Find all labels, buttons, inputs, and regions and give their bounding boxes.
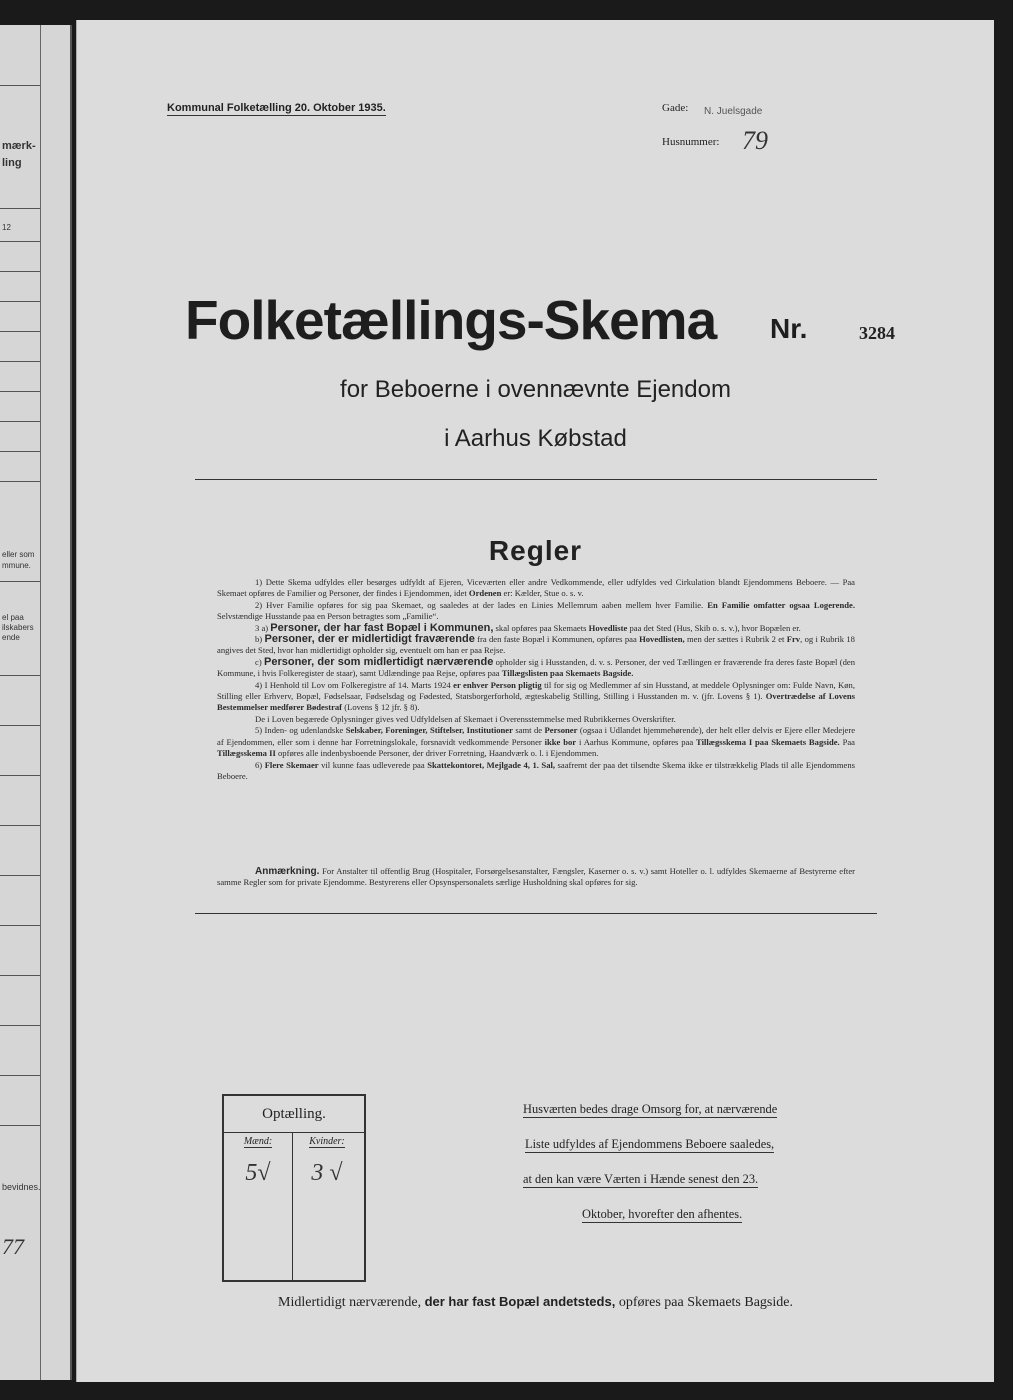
rules-text	[217, 577, 855, 782]
rule-1: 1) Dette Skema udfyldes eller besørges udfyldt af Ejeren, Viceværten eller andre Vedkommende, eller udfyldes ved Cirkulation blandt Ejendommens Beboere. — Paa Skemaet opføres de Familier og Personer, der findes i Ejendommen, idet Ordenen er: Kælder, Stue o. s. v.	[217, 577, 855, 599]
left-page-rule	[0, 85, 40, 86]
maend-label: Mænd:	[243, 1136, 273, 1147]
rule-3b: b) Personer, der er midlertidigt fraværende fra den faste Bopæl i Kommunen, opføres paa Hovedlisten, men der sættes i Rubrik 2 et Frv, og i Rubrik 18 angives det Sted, hvor han midlertidigt opholder sig, eventuelt om han er paa Rejse.	[217, 633, 855, 656]
maend-value: 5√	[245, 1160, 271, 1186]
anmaerkning-heading: Anmærkning.	[255, 866, 320, 877]
form-number-label: Nr.	[770, 313, 808, 344]
husnummer-value: 79	[742, 126, 768, 155]
left-page-rule	[0, 675, 40, 676]
kvinder-value: 3 √	[311, 1160, 343, 1186]
left-page-strip	[0, 25, 72, 1380]
gade-value: N. Juelsgade	[704, 106, 763, 117]
husnummer-label: Husnummer:	[662, 136, 720, 148]
left-page-rule	[0, 241, 40, 242]
left-page-rule	[0, 271, 40, 272]
census-header: Kommunal Folketælling 20. Oktober 1935.	[167, 102, 386, 114]
footer-note: Midlertidigt nærværende, der har fast Bopæl andetsteds, opføres paa Skemaets Bagside.	[278, 1294, 793, 1310]
left-page-rule	[0, 925, 40, 926]
left-page-text: el paa	[2, 613, 24, 622]
rule-3a: 3 a) Personer, der har fast Bopæl i Kommunen, skal opføres paa Skemaets Hovedliste paa det Sted (Hus, Skib o. s. v.), hvor Bopælen er.	[255, 621, 801, 634]
gade-label: Gade:	[662, 102, 689, 114]
left-page-text: ende	[2, 633, 20, 642]
left-page-text: bevidnes.	[2, 1182, 41, 1192]
left-page-text: 77	[2, 1234, 24, 1259]
rule-6: 6) Flere Skemaer vil kunne faas udleverede paa Skattekontoret, Mejlgade 4, 1. Sal, saafremt der paa det tilsendte Skema ikke er tilstrækkelig Plads til alle Ejendommens Beboere.	[217, 759, 855, 781]
left-page-text: ilskabers	[2, 623, 34, 632]
left-page-rule	[0, 361, 40, 362]
notice-line: Oktober, hvorefter den afhentes.	[582, 1207, 743, 1221]
form-number-value: 3284	[859, 323, 895, 343]
left-page-rule	[0, 1125, 40, 1126]
left-page-text: ling	[2, 157, 22, 169]
kvinder-label: Kvinder:	[309, 1136, 345, 1147]
count-box	[222, 1094, 366, 1282]
left-page-vertical-rule	[40, 25, 41, 1380]
form-subtitle: for Beboerne i ovennævnte Ejendom	[340, 376, 731, 403]
left-page-text: eller som	[2, 550, 35, 559]
divider	[195, 913, 877, 914]
rule-4: 4) I Henhold til Lov om Folkeregistre af 14. Marts 1924 er enhver Person pligtig til for sig og Medlemmer af sin Husstand, at meddele Oplysninger om: Fulde Navn, Køn, Stilling eller Erhverv, Bopæl, Fødselsaar, Fødselsdag og Fødested, Statsborgerforhold, ægteskabelig Stilling, Stilling i Husstanden m. v. (jfr. Lovens § 1). Overtrædelse af Lovens Bestemmelser medfører Bødestraf (Lovens § 12 jfr. § 8).	[217, 679, 856, 713]
rule-5: 5) Inden- og udenlandske Selskaber, Foreninger, Stiftelser, Institutioner samt de Personer (ogsaa i Udlandet hjemmehørende), der helt eller delvis er Ejere eller Medejere af Ejendommen, eller som i denne har Forretningslokale, forsnavidt vedkommende Personer ikke bor i Aarhus Kommune, opføres paa Tillægsskema I paa Skemaets Bagside. Paa Tillægsskema II opføres alle indenbysboende Personer, der driver Forretning, Haandværk o. l. i Ejendommen.	[217, 725, 856, 759]
left-page-rule	[0, 451, 40, 452]
form-title: Folketællings-Skema	[185, 289, 717, 351]
left-page-text: mmune.	[2, 561, 31, 570]
left-page-text: mærk-	[2, 140, 36, 152]
rule-3c: c) Personer, der som midlertidigt nærværende opholder sig i Husstanden, d. v. s. Personer, der ved Tællingen er fraværende fra deres faste Bopæl (den Kommune, i hvis Folkeregister de staar), samt Udlændinge paa Rejse, opføres paa Tillægslisten paa Skemaets Bagside.	[217, 655, 855, 679]
left-page-rule	[0, 1075, 40, 1076]
left-page-rule	[0, 421, 40, 422]
left-page-rule	[0, 301, 40, 302]
left-page-rule	[0, 481, 40, 482]
left-page-rule	[0, 581, 40, 582]
left-page-rule	[0, 391, 40, 392]
notice-line: at den kan være Værten i Hænde senest den 23.	[523, 1172, 759, 1186]
left-page-rule	[0, 875, 40, 876]
census-form-page	[76, 20, 994, 1382]
left-page-rule	[0, 975, 40, 976]
left-page-rule	[0, 825, 40, 826]
count-divider	[292, 1132, 293, 1280]
left-page-rule	[0, 775, 40, 776]
count-title: Optælling.	[224, 1096, 364, 1133]
rules-heading: Regler	[488, 535, 583, 566]
notice-line: Liste udfyldes af Ejendommens Beboere saaledes,	[525, 1137, 775, 1151]
divider	[195, 479, 877, 480]
rule-4-note: De i Loven begærede Oplysninger gives ved Udfyldelsen af Skemaet i Overensstemmelse med Rubrikkernes Overskrifter.	[255, 713, 676, 724]
left-page-rule	[0, 331, 40, 332]
rule-2: 2) Hver Familie opføres for sig paa Skemaet, og saaledes at der lades en Linies Mellemrum aaben mellem hver Familie. En Familie omfatter ogsaa Logerende. Selvstændige Husstande paa en Person betragtes som „Familie“.	[217, 599, 856, 622]
form-subtitle-city: i Aarhus Købstad	[444, 425, 627, 452]
left-page-rule	[0, 208, 40, 209]
left-page-rule	[0, 1025, 40, 1026]
anmaerkning-text: For Anstalter til offentlig Brug (Hospitaler, Forsørgelsesanstalter, Fængsler, Kaserner o. s. v.) samt Hoteller o. l. udfyldes Skemaerne af Bestyrerne efter samme Regler som for private Ejendomme. Bestyrerens eller Opsynspersonalets særlige Husholdning skal opføres for sig.	[217, 866, 855, 888]
left-page-rule	[0, 725, 40, 726]
notice-line: Husværten bedes drage Omsorg for, at nærværende	[523, 1102, 778, 1116]
left-page-text: 12	[2, 223, 11, 232]
anmaerkning-note	[217, 866, 855, 889]
